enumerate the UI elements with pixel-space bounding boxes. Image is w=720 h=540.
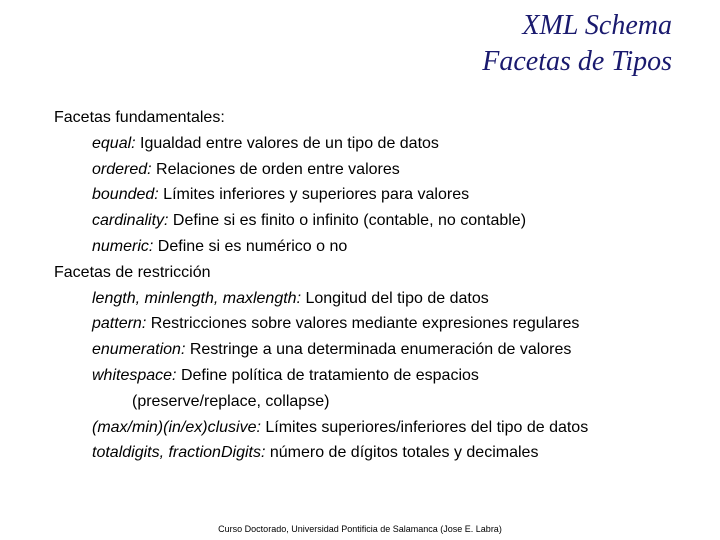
item-text: Igualdad entre valores de un tipo de datos [135,134,439,152]
item-text: Restringe a una determinada enumeración de valores [185,341,572,359]
list-item-cardinality [92,208,714,234]
item-term: bounded: [92,186,159,204]
item-term: numeric: [92,237,154,255]
list-item-whitespace-continuation: (preserve/replace, collapse) [132,392,330,410]
slide-title-line-1: XML Schema [522,10,672,41]
item-text: número de dígitos totales y decimales [265,444,539,462]
list-item-ordered [92,157,714,183]
item-text: Define si es numérico o no [153,237,348,255]
slide-title-line-2: Facetas de Tipos [482,46,672,77]
item-text: Límites inferiores y superiores para valores [158,186,470,204]
list-item-pattern [92,311,714,337]
list-item-equal [92,131,714,157]
item-term: enumeration: [92,341,186,359]
list-item-whitespace [92,363,714,389]
slide-title [482,8,672,80]
item-term: cardinality: [92,212,169,230]
item-term: length, minlength, maxlength: [92,289,302,307]
item-term: ordered: [92,160,152,178]
section-heading-fundamentales: Facetas fundamentales: [54,109,225,126]
list-item-enumeration [92,337,714,363]
list-item-numeric [92,234,714,260]
item-term: pattern: [92,315,147,333]
slide-content [54,105,714,466]
item-text: Límites superiores/inferiores del tipo de datos [260,418,589,436]
item-term: equal: [92,134,136,152]
section-heading-restriccion: Facetas de restricción [54,263,211,281]
item-term: (max/min)(in/ex)clusive: [92,418,261,436]
item-term: totaldigits, fractionDigits: [92,444,266,462]
item-term: whitespace: [92,366,177,384]
list-item-inclusive-exclusive [92,415,714,441]
item-text: Relaciones de orden entre valores [151,160,400,178]
item-text: Restricciones sobre valores mediante expresiones regulares [146,315,580,333]
item-text: Define si es finito o infinito (contable, no contable) [168,212,527,230]
item-text: Define política de tratamiento de espacios [176,366,479,384]
list-item-length [92,286,714,312]
item-text: Longitud del tipo de datos [301,289,489,307]
list-item-totaldigits [92,440,714,466]
slide-footer: Curso Doctorado, Universidad Pontificia de Salamanca (Jose E. Labra) [218,524,502,534]
list-item-bounded [92,182,714,208]
